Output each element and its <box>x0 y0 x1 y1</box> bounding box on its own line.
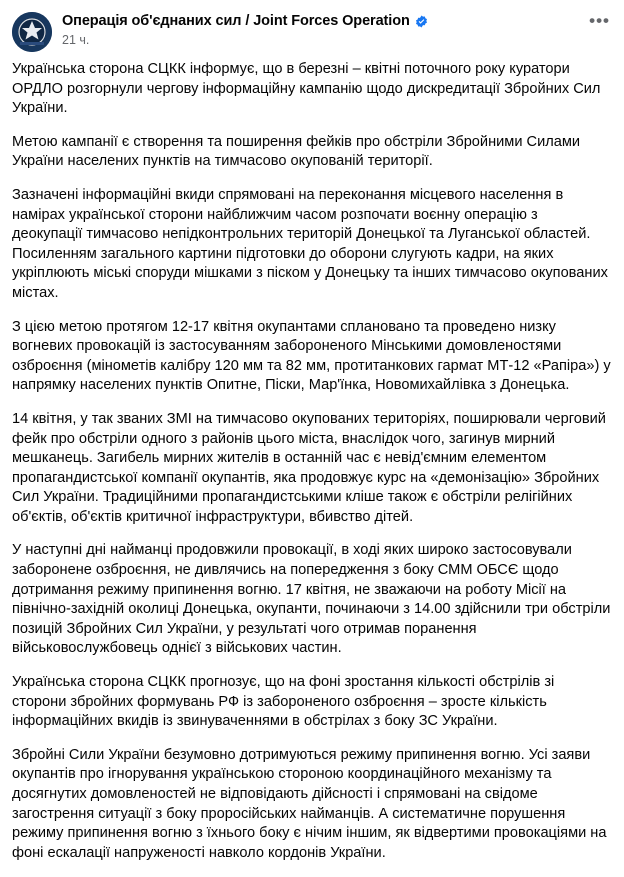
post-paragraph: Збройні Сили України безумовно дотримуються режиму припинення вогню. Усі заяви окупантів про ігнорування українською стороною координаційного механізму та досягнутих домовленостей не відповідають дійсності і спрямовані на свідоме загострення ситуації з боку проросійських найманців. А систематичне порушення режиму припинення вогню з їхнього боку є нічим іншим, як відвертими провокаціями на фоні ескалації напруженості навколо кордонів України. <box>12 746 607 861</box>
post-paragraph: Метою кампанії є створення та поширення фейків про обстріли Збройними Силами України населених пунктів на тимчасово окупованій території. <box>12 133 581 170</box>
post-header-text <box>62 12 428 47</box>
military-emblem-avatar-icon <box>12 12 52 52</box>
post-menu-icon[interactable]: ••• <box>589 11 610 30</box>
post-paragraph: 14 квітня, у так званих ЗМІ на тимчасово окупованих територіях, поширювали черговий фейк про обстріли одного з районів цього міста, внаслідок чого, загинув мирний мешканець. Загибель мирних жителів в останній час є невід'ємним елементом пропагандистської компанії окупантів, яка продовжує курс на «демонізацію» Збройних Сил України. Традиційними пропагандистськими кліше також є обстріли релігійних об'єктів, об'єктів критичної інфраструктури, вбивство дітей. <box>12 410 606 525</box>
page-name[interactable]: Операція об'єднаних сил / Joint Forces Operation <box>62 13 410 29</box>
post-paragraph: У наступні дні найманці продовжили провокації, в ході яких широко застосовували заборонене озброєння, не дивлячись на попередження з боку СММ ОБСЄ щодо дотримання режиму припинення вогню. 17 квітня, не зважаючи на роботу Місії на північно-західній околиці Донецька, окупанти, починаючи з 14.00 здійснили три обстріли позицій Збройних Сил України, у результаті чого отримав поранення військовослужбовець однієї з військових частин. <box>12 542 611 657</box>
post-header <box>0 0 624 56</box>
post-paragraph: З цією метою протягом 12-17 квітня окупантами сплановано та проведено низку вогневих провокацій із застосуванням забороненого Мінськими домовленостями озброєння (мінометів калібру 120 мм та 82 мм, протитанкових гармат МТ-12 «Рапіра») у напрямку населених пунктів Опитне, Піски, Мар'їнка, Новомихайлівка з Донецька. <box>12 318 611 394</box>
post-paragraph: Зазначені інформаційні вкиди спрямовані на переконання місцевого населення в намірах української сторони найближчим часом розпочати воєнну операцію з деокупації тимчасово непідконтрольних територій Донецької та Луганської областей. Посиленням загального картини підготовки до оборони слугують кадри, на яких укріплюють міські споруди мішками з піском у Донецьку та інших тимчасово окупованих містах. <box>12 186 608 301</box>
post-paragraph: Українська сторона СЦКК інформує, що в березні – квітні поточного року куратори ОРДЛО розгорнули чергову інформаційну кампанію щодо дискредитації Збройних Сил України. <box>12 61 601 117</box>
avatar[interactable] <box>12 12 52 52</box>
post-timestamp[interactable]: 21 ч. <box>62 33 90 47</box>
timestamp-row <box>62 33 428 47</box>
post-body <box>0 56 624 877</box>
post-paragraph: Українська сторона СЦКК прогнозує, що на фоні зростання кількості обстрілів зі сторони збройних формувань РФ із забороненого озброєння – зросте кількість інформаційних вкидів із звинуваченнями в обстрілах з боку ЗС України. <box>12 674 555 730</box>
verified-badge-icon <box>415 15 428 28</box>
page-name-row <box>62 13 428 30</box>
